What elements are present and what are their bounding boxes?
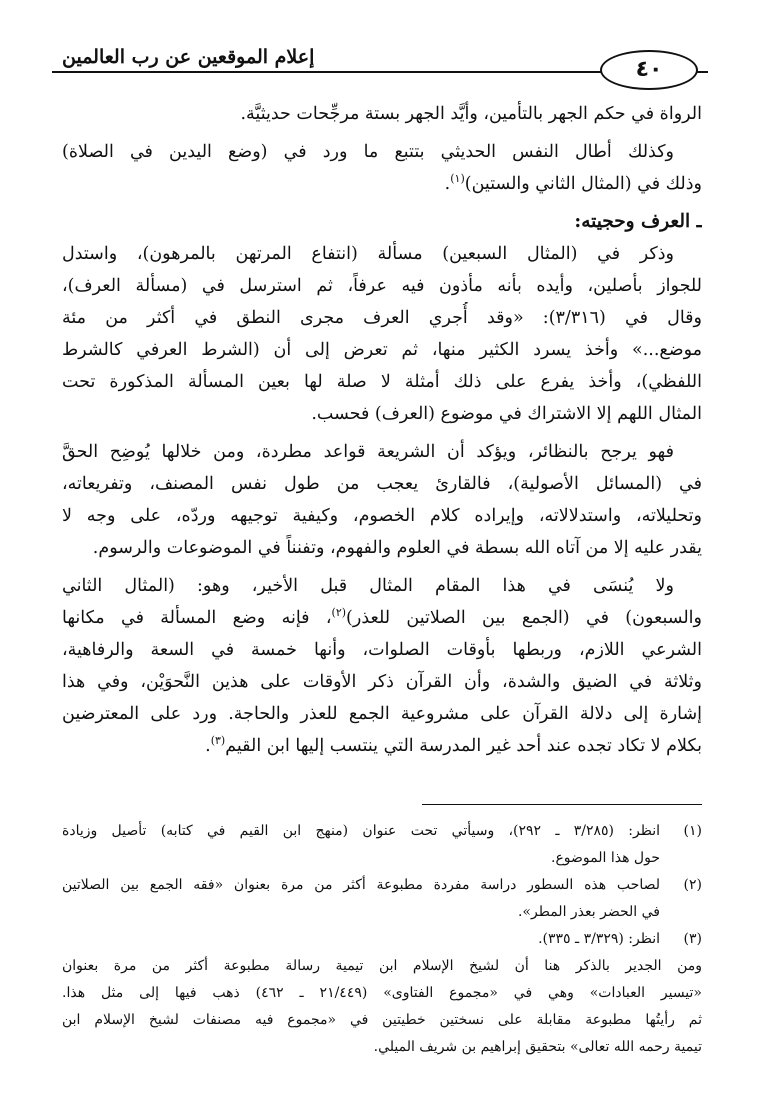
text-line: يقدر عليه إلا من آتاه الله بسطة في العلوم والفهوم، وتفنناً في الموضوعات والرسوم.: [92, 538, 702, 558]
text-line: وكذلك أطال النفس الحديثي بتتبع ما ورد في (وضع اليدين في الصلاة): [62, 142, 674, 162]
footnote-line: في الحضر بعذر المطر».: [517, 904, 660, 920]
footnote-1: [62, 818, 702, 872]
footnote-mark[interactable]: (٣): [210, 734, 226, 748]
text-line: ولا يُنسَى في هذا المقام المثال قبل الأخير، وهو: (المثال الثاني: [62, 576, 674, 596]
footnote-3: [62, 926, 702, 953]
footnote-mark[interactable]: (١): [450, 172, 465, 186]
text-line: والسبعون) في (الجمع بين الصلاتين للعذر)$^{(٢)}$، فإنه وضع المسألة في مكانها: [62, 606, 702, 628]
footnote-line: انظر: (٣/٢٨٥ ـ ٢٩٢)، وسيأتي تحت عنوان (منهج ابن القيم في كتابه) تأصيل وزيادة: [62, 823, 660, 839]
text-line: وقال في (٣/٣١٦): «وقد أُجري العرف مجرى النطق في أكثر من مئة: [62, 308, 702, 328]
page-number: ٤٠: [600, 50, 698, 90]
text-line: المثال اللهم إلا الاشتراك في موضوع (العرف) فحسب.: [311, 404, 702, 424]
footnote-line: حول هذا الموضوع.: [551, 850, 660, 866]
footnote-line: «تيسير العبادات» وهي في «مجموع الفتاوى» (٢١/٤٤٩ ـ ٤٦٢) ذهب فيها إلى مثل هذا.: [62, 985, 702, 1001]
footnote-mark[interactable]: (٢): [331, 606, 347, 620]
text-line: وذكر في (المثال السبعين) مسألة (انتفاع المرتهن بالمرهون)، واستدل: [62, 244, 674, 264]
text-line: وتحليلاته، واستدلالاته، وإيراده كلام الخصوم، وكيفية توجيهه وردّه، على وجه لا: [62, 506, 702, 526]
text-line: وثلاثة في الضيق والشدة، وأن القرآن ذكر الأوقات على هذين النَّحوَيْن، وفي هذا: [62, 672, 702, 692]
footnote-line: ثم رأيتُها مطبوعة مقابلة على نسختين خطيتين في «مجموع فيه مصنفات لشيخ الإسلام ابن: [62, 1012, 702, 1028]
footnote-line: ومن الجدير بالذكر هنا أن لشيخ الإسلام ابن تيمية رسالة مطبوعة أكثر من مرة بعنوان: [62, 958, 702, 974]
footnote-2: [62, 872, 702, 926]
text-line: إشارة إلى دلالة القرآن على مشروعية الجمع للعذر والحاجة. ورد على المعترضين: [62, 704, 702, 724]
running-title: إعلام الموقعين عن رب العالمين: [56, 46, 368, 68]
text-line: وذلك في (المثال الثاني والستين)$^{(١)}$.: [444, 172, 702, 194]
footnotes: [62, 818, 702, 1061]
footnote-number: (٣): [683, 931, 702, 947]
text-line: للجواز بأصلين، وأيده بأنه مأذون فيه عرفاً، ثم استرسل في (مسألة العرف)،: [62, 276, 702, 296]
text-line: فهو يرجح بالنظائر، ويؤكد أن الشريعة قواعد مطردة، ومن خلالها يُوضِح الحقَّ: [62, 442, 674, 462]
footnote-line: لصاحب هذه السطور دراسة مفردة مطبوعة أكثر من مرة بعنوان «فقه الجمع بين الصلاتين: [62, 877, 660, 893]
text-line: اللفظي)، وأخذ يفرع على ذلك أمثلة لا صلة لها بعين المسألة المذكورة تحت: [62, 372, 702, 392]
footnote-3-continuation: [62, 953, 702, 1061]
footnote-line: انظر: (٣/٣٢٩ ـ ٣٣٥).: [538, 931, 660, 947]
section-heading: ـ العرف وحجيته:: [574, 211, 702, 232]
footnote-line: تيمية رحمه الله تعالى» بتحقيق إبراهيم بن شريف الميلي.: [373, 1039, 702, 1055]
footnote-number: (٢): [683, 877, 702, 893]
text-line: الرواة في حكم الجهر بالتأمين، وأيَّد الجهر بستة مرجِّحات حديثيَّة.: [240, 104, 702, 124]
main-text: [62, 98, 702, 762]
footnote-separator: [422, 804, 702, 805]
text-line: بكلام لا تكاد تجده عند أحد غير المدرسة التي ينتسب إليها ابن القيم$^{(٣)}$.: [205, 734, 702, 756]
text-line: موضع...» وأخذ يسرد الكثير منها، ثم تعرض إلى أن (الشرط العرفي كالشرط: [62, 340, 702, 360]
text-line: الشرعي اللازم، وربطها بأوقات الصلوات، وأنها خمسة في السعة والرفاهية،: [62, 640, 702, 660]
page-header: [52, 44, 708, 90]
text-line: في (المسائل الأصولية)، فالقارئ يعجب من طول نفس المصنف، وتفريعاته،: [62, 474, 702, 494]
footnote-number: (١): [683, 823, 702, 839]
